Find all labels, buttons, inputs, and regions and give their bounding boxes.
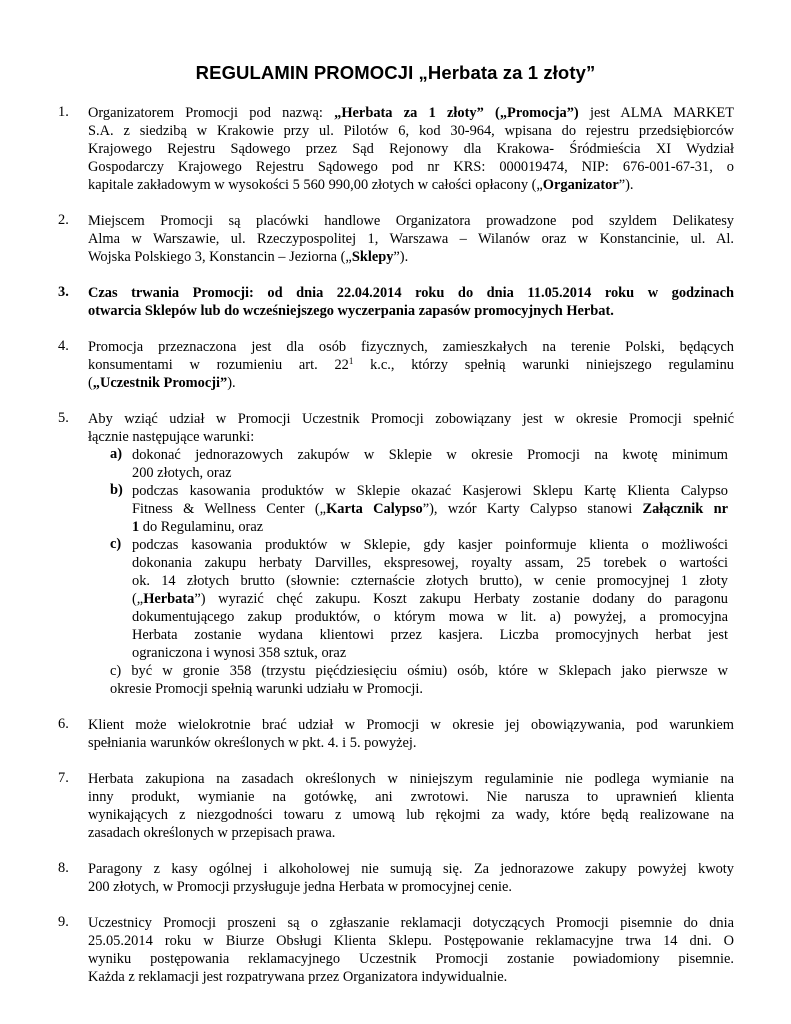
text-line: wyniku postępowania reklamacyjnego Uczestnik Promocji zostanie powiadomiony pisemnie.	[88, 951, 734, 967]
text-line: dokonać jednorazowych zakupów w Sklepie w okresie Promocji na kwotę minimum	[132, 447, 728, 463]
text-line: Gospodarczy Krajowego Rejestru Sądowego pod nr KRS: 000019474, NIP: 676-001-67-31, o	[88, 159, 734, 175]
text-line: 200 złotych, oraz	[132, 465, 232, 481]
condition-text	[132, 482, 728, 536]
paragraph-number: 5.	[58, 410, 69, 426]
paragraph-number: 6.	[58, 716, 69, 732]
text-line: wynikających z niezgodności towaru z umową lub rękojmi za wady, które będą realizowane na	[88, 807, 734, 823]
condition-text	[132, 446, 728, 482]
paragraph-text	[88, 716, 734, 752]
paragraph-number: 9.	[58, 914, 69, 930]
text-line: Uczestnicy Promocji proszeni są o zgłaszanie reklamacji dotyczących Promocji pisemnie do dnia	[88, 915, 734, 931]
paragraph-number: 4.	[58, 338, 69, 354]
paragraph-text	[88, 410, 734, 446]
text-line: zasadach określonych w przepisach prawa.	[88, 825, 336, 841]
paragraph-text	[88, 338, 734, 392]
text-line: 200 złotych, w Promocji przysługuje jedna Herbata w promocyjnej cenie.	[88, 879, 512, 895]
text-line: Organizatorem Promocji pod nazwą: „Herbata za 1 złoty” („Promocja”) jest ALMA MARKET	[88, 105, 734, 121]
text-line: Czas trwania Promocji: od dnia 22.04.2014 roku do dnia 11.05.2014 roku w godzinach	[88, 285, 734, 301]
text-line: Alma w Warszawie, ul. Rzeczypospolitej 1, Warszawa – Wilanów oraz w Konstancinie, ul. Al.	[88, 231, 734, 247]
text-line: Klient może wielokrotnie brać udział w Promocji w okresie jej obowiązywania, pod warunkiem	[88, 717, 734, 733]
text-line: Herbata zostanie wydana klientowi przez kasjera. Liczba promocyjnych herbat jest	[132, 627, 728, 643]
text-line: Wojska Polskiego 3, Konstancin – Jeziorna („Sklepy”).	[88, 249, 409, 265]
text-line: („Herbata”) wyrazić chęć zakupu. Koszt zakupu Herbaty zostanie dodany do paragonu	[132, 591, 728, 607]
paragraph-text	[88, 284, 734, 320]
condition-text	[132, 536, 728, 662]
paragraph-text	[88, 914, 734, 986]
text-line: konsumentami w rozumieniu art. $22^1$ k.c., którzy spełnią warunki niniejszego regulaminu	[88, 356, 734, 373]
document-title: REGULAMIN PROMOCJI „Herbata za 1 złoty”	[195, 62, 596, 83]
text-line: ok. 14 złotych brutto (słownie: czternaście złotych brutto), w cenie promocyjnej 1 złoty	[132, 573, 728, 589]
superscript: 1	[348, 356, 354, 366]
text-line: podczas kasowania produktów w Sklepie okazać Kasjerowi Sklepu Kartę Klienta Calypso	[132, 483, 728, 499]
text-line: ograniczona i wynosi 358 sztuk, oraz	[132, 645, 347, 661]
text-line: spełniania warunków określonych w pkt. 4. i 5. powyżej.	[88, 735, 417, 751]
text-line: inny produkt, wymianie na gotówkę, ani zwrotowi. Nie narusza to uprawnień klienta	[88, 789, 734, 805]
paragraph-text	[88, 770, 734, 842]
text-line: łącznie następujące warunki:	[88, 429, 255, 445]
paragraph-number: 3.	[58, 284, 69, 300]
paragraph-number: 8.	[58, 860, 69, 876]
text-line: Herbata zakupiona na zasadach określonych w niniejszym regulaminie nie podlega wymianie na	[88, 771, 734, 787]
condition-label: a)	[110, 446, 122, 462]
text-line: Paragony z kasy ogólnej i alkoholowej nie sumują się. Za jednorazowe zakupy powyżej kwoty	[88, 861, 734, 877]
condition-label: c)	[110, 536, 122, 552]
text-line: 1 do Regulaminu, oraz	[132, 519, 264, 535]
paragraph-text	[88, 104, 734, 194]
text-line: okresie Promocji spełnią warunki udziału w Promocji.	[110, 681, 423, 697]
text-line: podczas kasowania produktów w Sklepie, gdy kasjer poinformuje klienta o możliwości	[132, 537, 728, 553]
text-line: dokumentującego zakup produktów, o którym mowa w lit. a) powyżej, a promocyjna	[132, 609, 728, 625]
text-line: („Uczestnik Promocji”).	[88, 375, 236, 391]
paragraph-number: 1.	[58, 104, 69, 120]
text-line: Promocja przeznaczona jest dla osób fizycznych, zamieszkałych na terenie Polski, będących	[88, 339, 734, 355]
text-line: Każda z reklamacji jest rozpatrywana przez Organizatora indywidualnie.	[88, 969, 508, 985]
text-line: S.A. z siedzibą w Krakowie przy ul. Pilotów 6, kod 30-964, wpisana do rejestru przedsiębiorców	[88, 123, 734, 139]
paragraph-number: 2.	[58, 212, 69, 228]
text-line: otwarcia Sklepów lub do wcześniejszego wyczerpania zapasów promocyjnych Herbat.	[88, 303, 614, 319]
paragraph-text	[88, 212, 734, 266]
text-line: Fitness & Wellness Center („Karta Calypso”), wzór Karty Calypso stanowi Załącznik nr	[132, 501, 728, 517]
text-line: Miejscem Promocji są placówki handlowe Organizatora prowadzone pod szyldem Delikatesy	[88, 213, 734, 229]
condition-label: b)	[110, 482, 123, 498]
text-line: Aby wziąć udział w Promocji Uczestnik Promocji zobowiązany jest w okresie Promocji spełnić	[88, 411, 734, 427]
paragraph-number: 7.	[58, 770, 69, 786]
text-line: kapitale zakładowym w wysokości 5 560 990,00 złotych w całości opłacony („Organizator”).	[88, 177, 634, 193]
paragraph-text	[88, 860, 734, 896]
text-line: Krajowego Rejestru Sądowego przez Sąd Rejonowy dla Krakowa- Śródmieścia XI Wydział	[88, 141, 734, 157]
text-line: 25.05.2014 roku w Biurze Obsługi Klienta Sklepu. Postępowanie reklamacyjne trwa 14 dni. O	[88, 933, 734, 949]
text-line: c) być w gronie 358 (trzystu pięćdziesięciu ośmiu) osób, które w Sklepach jako pierwsze w	[110, 663, 728, 679]
text-line: dokonania zakupu herbaty Darvilles, ekspresowej, royalty assam, 25 torebek o wartości	[132, 555, 728, 571]
condition-c-tail	[110, 662, 728, 698]
